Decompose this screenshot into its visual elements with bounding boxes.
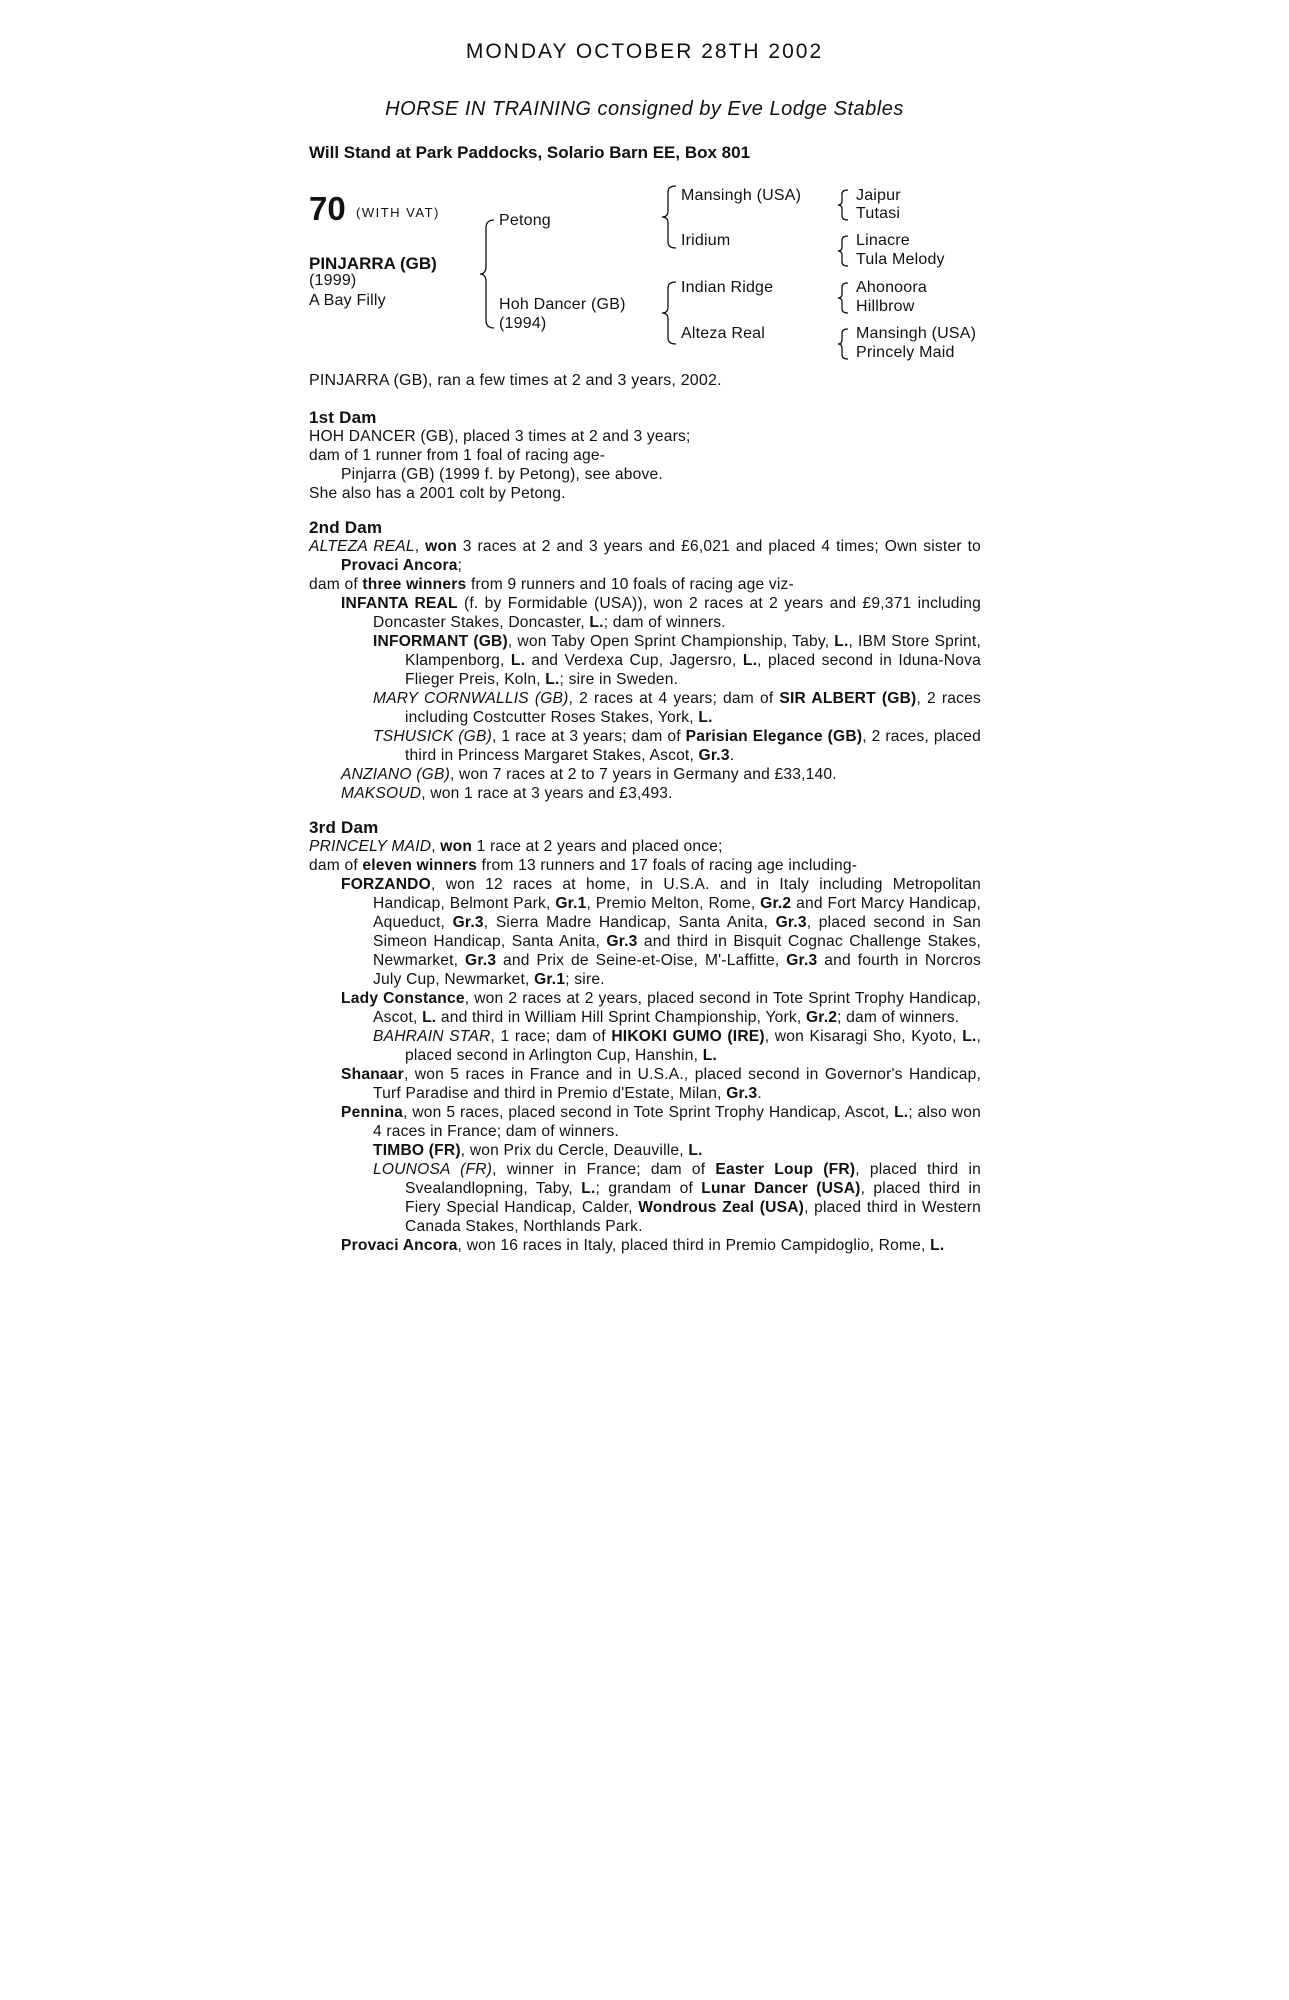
- list-item: Provaci Ancora, won 16 races in Italy, placed third in Premio Campidoglio, Rome, L.: [341, 1237, 945, 1254]
- pedigree-dam-dam: Alteza Real: [681, 325, 766, 342]
- third-dam-produce: dam of eleven winners from 13 runners and 17 foals of racing age including-: [309, 857, 858, 874]
- pedigree-g4a: Mansingh (USA): [856, 325, 977, 342]
- list-item: INFANTA REAL (f. by Formidable (USA)), won 2 races at 2 years and £9,371 including Doncaster Stakes, Doncaster, L.; dam of winners.: [341, 595, 981, 631]
- pedigree-g2a: Linacre: [856, 232, 910, 249]
- second-dam-produce: dam of three winners from 9 runners and 10 foals of racing age viz-: [309, 576, 794, 593]
- pedigree-sire-dam: Iridium: [681, 232, 731, 249]
- pedigree-g3b: Hillbrow: [856, 298, 915, 315]
- pedigree-g4b: Princely Maid: [856, 344, 955, 361]
- third-dam-heading: 3rd Dam: [309, 818, 379, 837]
- pedigree-brace-g4: [836, 327, 850, 361]
- pedigree-brace-g3: [836, 281, 850, 315]
- pedigree-brace-dam: [660, 280, 678, 346]
- pedigree-g2b: Tula Melody: [856, 251, 945, 268]
- pedigree-dam-year: (1994): [499, 315, 547, 332]
- horse-description: A Bay Filly: [309, 292, 386, 309]
- pedigree-g3a: Ahonoora: [856, 279, 927, 296]
- pedigree-g1b: Tutasi: [856, 205, 901, 222]
- consignment-line: HORSE IN TRAINING consigned by Eve Lodge Stables: [385, 98, 904, 120]
- list-item: BAHRAIN STAR, 1 race; dam of HIKOKI GUMO (IRE), won Kisaragi Sho, Kyoto, L., placed second in Arlington Cup, Hanshin, L.: [373, 1028, 982, 1064]
- first-dam-heading: 1st Dam: [309, 408, 377, 427]
- third-dam-line: PRINCELY MAID, won 1 race at 2 years and placed once;: [309, 838, 723, 855]
- lot-number: 70: [309, 190, 346, 227]
- list-item: Pennina, won 5 races, placed second in Tote Sprint Trophy Handicap, Ascot, L.; also won 4 races in France; dam of winners.: [341, 1104, 982, 1140]
- pedigree-g1a: Jaipur: [856, 187, 901, 204]
- first-dam-produce: dam of 1 runner from 1 foal of racing age-: [309, 447, 606, 464]
- pedigree-brace-g1: [836, 188, 850, 222]
- list-item: INFORMANT (GB), won Taby Open Sprint Championship, Taby, L., IBM Store Sprint, Klampenborg, L. and Verdexa Cup, Jagersro, L., placed second in Iduna-Nova Flieger Preis, Koln, L.; sire in Sweden.: [373, 633, 981, 688]
- sale-date: MONDAY OCTOBER 28TH 2002: [465, 40, 824, 63]
- list-item: Shanaar, won 5 races in France and in U.S.A., placed second in Governor's Handicap, Turf Paradise and third in Premio d'Estate, Milan, Gr.3.: [341, 1066, 981, 1102]
- list-item: TIMBO (FR), won Prix du Cercle, Deauville, L.: [373, 1142, 703, 1159]
- pedigree-brace-g2: [836, 234, 850, 268]
- list-item: TSHUSICK (GB), 1 race at 3 years; dam of Parisian Elegance (GB), 2 races, placed third in Princess Margaret Stakes, Ascot, Gr.3.: [373, 728, 981, 764]
- pedigree-dam: Hoh Dancer (GB): [499, 296, 626, 313]
- horse-year: (1999): [309, 272, 357, 289]
- pedigree-sire-sire: Mansingh (USA): [681, 187, 802, 204]
- horse-name: PINJARRA (GB): [309, 254, 437, 273]
- list-item: ANZIANO (GB), won 7 races at 2 to 7 years in Germany and £33,140.: [341, 766, 837, 783]
- horse-race-record: PINJARRA (GB), ran a few times at 2 and 3 years, 2002.: [309, 372, 722, 389]
- first-dam-foal: Pinjarra (GB) (1999 f. by Petong), see above.: [341, 466, 663, 483]
- pedigree-sire: Petong: [499, 212, 551, 229]
- first-dam-line: HOH DANCER (GB), placed 3 times at 2 and 3 years;: [309, 428, 691, 445]
- list-item: MARY CORNWALLIS (GB), 2 races at 4 years; dam of SIR ALBERT (GB), 2 races including Costcutter Roses Stakes, York, L.: [373, 690, 981, 726]
- first-dam-note: She also has a 2001 colt by Petong.: [309, 485, 566, 502]
- catalogue-body: [309, 408, 981, 1255]
- list-item: Lady Constance, won 2 races at 2 years, placed second in Tote Sprint Trophy Handicap, Ascot, L. and third in William Hill Sprint Championship, York, Gr.2; dam of winners.: [341, 990, 981, 1026]
- pedigree-brace-main: [478, 218, 496, 330]
- stable-location: Will Stand at Park Paddocks, Solario Barn EE, Box 801: [309, 143, 751, 162]
- pedigree-dam-sire: Indian Ridge: [681, 279, 774, 296]
- vat-note: (WITH VAT): [356, 205, 440, 220]
- second-dam-heading: 2nd Dam: [309, 518, 383, 537]
- list-item: FORZANDO, won 12 races at home, in U.S.A. and in Italy including Metropolitan Handicap, Belmont Park, Gr.1, Premio Melton, Rome, Gr.2 and Fort Marcy Handicap, Aqueduct, Gr.3, Sierra Madre Handicap, Santa Anita, Gr.3, placed second in San Simeon Handicap, Santa Anita, Gr.3 and third in Bisquit Cognac Challenge Stakes, Newmarket, Gr.3 and Prix de Seine-et-Oise, M'-Laffitte, Gr.3 and fourth in Norcros July Cup, Newmarket, Gr.1; sire.: [341, 876, 981, 988]
- second-dam-line: ALTEZA REAL, won 3 races at 2 and 3 years and £6,021 and placed 4 times; Own sister to Provaci Ancora;: [309, 538, 981, 574]
- list-item: MAKSOUD, won 1 race at 3 years and £3,493.: [341, 785, 673, 802]
- list-item: LOUNOSA (FR), winner in France; dam of Easter Loup (FR), placed third in Svealandlopning, Taby, L.; grandam of Lunar Dancer (USA), placed third in Fiery Special Handicap, Calder, Wondrous Zeal (USA), placed third in Western Canada Stakes, Northlands Park.: [373, 1161, 982, 1235]
- pedigree-brace-sire: [660, 184, 678, 250]
